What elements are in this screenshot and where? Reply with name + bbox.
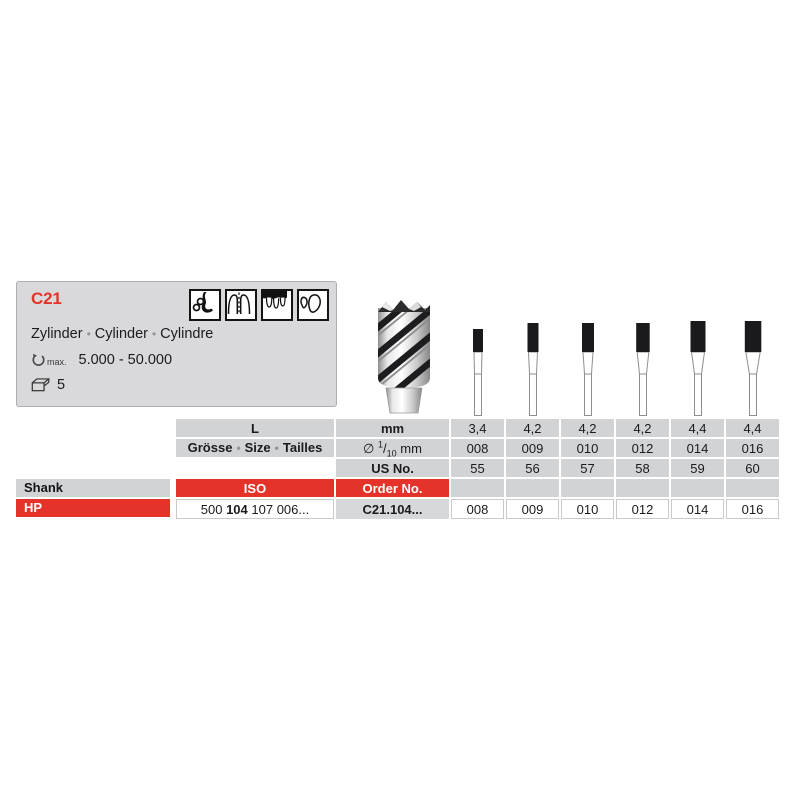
- empty-cell: [726, 479, 779, 497]
- order-size-value: 009: [506, 499, 559, 519]
- application-icons: [189, 289, 329, 321]
- size-words-header: Grösse • Size • Tailles: [176, 439, 334, 457]
- diameter-value: 009: [506, 439, 559, 457]
- order-size-value: 012: [616, 499, 669, 519]
- diameter-unit-header: ∅ $^1/_{10}$ mm: [336, 439, 449, 457]
- bullet-separator: •: [151, 327, 157, 341]
- max-rpm-line: [31, 352, 172, 368]
- crown-shapes-icon: [297, 289, 329, 321]
- empty-cell: [616, 479, 669, 497]
- bur-silhouette-014: [678, 318, 718, 416]
- empty-cell: [671, 479, 724, 497]
- us-no-value: 55: [451, 459, 504, 477]
- technic-flex-shaft-icon: [189, 289, 221, 321]
- bur-silhouette-016: [733, 318, 773, 416]
- rpm-max-label: max.: [47, 357, 67, 367]
- package-icon: [31, 378, 50, 392]
- row-length-mm: [176, 419, 779, 437]
- diameter-value: 016: [726, 439, 779, 457]
- order-no-header: Order No.: [336, 479, 449, 497]
- shank-label: Shank: [16, 479, 170, 497]
- l-mm-value: 4,2: [561, 419, 614, 437]
- order-size-value: 008: [451, 499, 504, 519]
- us-no-header: US No.: [336, 459, 449, 477]
- order-size-value: 014: [671, 499, 724, 519]
- order-number: C21.104...: [336, 499, 449, 519]
- bur-silhouette-008: [458, 318, 498, 416]
- order-size-value: 010: [561, 499, 614, 519]
- name-en: Cylinder: [94, 326, 148, 342]
- shank-value-hp: HP: [16, 499, 170, 517]
- teeth-row-gingiva-icon: [261, 289, 293, 321]
- row-diameter: [176, 439, 779, 457]
- us-no-value: 58: [616, 459, 669, 477]
- us-no-value: 59: [671, 459, 724, 477]
- iso-header: ISO: [176, 479, 334, 497]
- empty-cell: [176, 459, 334, 477]
- size-order-table: [174, 417, 781, 521]
- name-fr: Cylindre: [160, 326, 214, 342]
- diameter-value: 012: [616, 439, 669, 457]
- rotation-max-icon: [31, 353, 46, 368]
- iso-number: 500 104 107 006...: [176, 499, 334, 519]
- diameter-value: 010: [561, 439, 614, 457]
- row-us-no: [176, 459, 779, 477]
- bullet-separator: •: [274, 441, 279, 455]
- empty-cell: [451, 479, 504, 497]
- l-mm-value: 4,4: [671, 419, 724, 437]
- length-header: L: [176, 419, 334, 437]
- us-no-value: 56: [506, 459, 559, 477]
- row-iso-order-header: [176, 479, 779, 497]
- name-de: Zylinder: [31, 326, 83, 342]
- pack-quantity-value: 5: [57, 377, 66, 393]
- bullet-separator: •: [236, 441, 241, 455]
- l-mm-value: 4,2: [616, 419, 669, 437]
- empty-cell: [561, 479, 614, 497]
- product-name: [31, 326, 213, 342]
- l-mm-value: 4,2: [506, 419, 559, 437]
- product-info-box: [16, 281, 337, 407]
- row-order-values: [176, 499, 779, 519]
- pack-quantity-line: [31, 377, 65, 393]
- bullet-separator: •: [86, 327, 91, 341]
- order-size-value: 016: [726, 499, 779, 519]
- us-no-value: 57: [561, 459, 614, 477]
- bur-silhouette-012: [623, 318, 663, 416]
- mm-unit-header: mm: [336, 419, 449, 437]
- l-mm-value: 4,4: [726, 419, 779, 437]
- l-mm-value: 3,4: [451, 419, 504, 437]
- us-no-value: 60: [726, 459, 779, 477]
- bur-silhouette-010: [568, 318, 608, 416]
- bur-silhouette-009: [513, 318, 553, 416]
- tooth-separation-icon: [225, 289, 257, 321]
- product-code: C21: [31, 289, 62, 308]
- rpm-range-value: 5.000 - 50.000: [78, 352, 173, 368]
- bur-product-photo: [364, 298, 458, 416]
- diameter-value: 008: [451, 439, 504, 457]
- diameter-value: 014: [671, 439, 724, 457]
- empty-cell: [506, 479, 559, 497]
